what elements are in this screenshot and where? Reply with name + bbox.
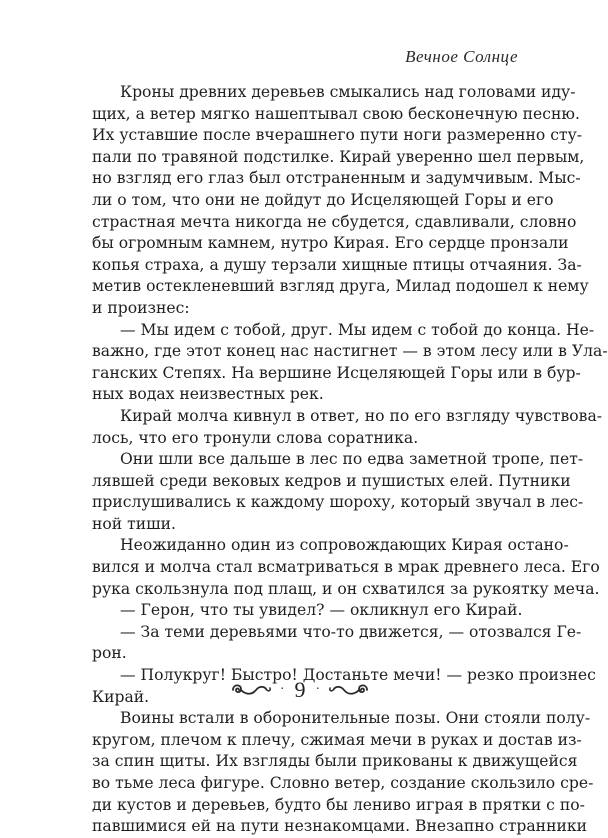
text-line: копья страха, а душу терзали хищные птицы отчаяния. За- [92,255,582,274]
separator-dot: · [315,682,321,697]
text-line: пали по травяной подстилке. Кирай уверенно шел первым, [92,147,585,166]
page-footer [0,675,600,705]
text-line: страстная мечта никогда не сбудется, сдавливали, словно [92,212,577,231]
text-line: ной тиши. [92,514,176,533]
text-line: бы огромным камнем, нутро Кирая. Его сердце пронзали [92,234,569,253]
text-line: лось, что его тронули слова соратника. [92,428,419,447]
text-line: за спин щиты. Их взгляды были прикованы к движущейся [92,752,578,771]
text-line: ли о том, что они не дойдут до Исцеляющей Горы и его [92,190,554,209]
text-line: Кирай молча кивнул в ответ, но по его взгляду чувствова- [120,406,603,425]
text-line: — За теми деревьями что-то движется, — отозвался Ге- [120,622,582,641]
scroll-ornament-right-icon [328,681,370,699]
scroll-ornament-left-icon [230,681,272,699]
text-line: но взгляд его глаз был отстраненным и задумчивым. Мыс- [92,169,581,188]
text-line: щих, а ветер мягко нашептывал свою бесконечную песню. [92,104,580,123]
text-line: вился и молча стал всматриваться в мрак древнего леса. Его [92,558,600,577]
text-line: и произнес: [92,298,190,317]
text-line: во тьме леса фигуре. Словно ветер, создание скользило сре- [92,774,594,792]
text-line: — Полукруг! Быстро! Достаньте мечи! — резко произнес [120,666,596,685]
text-line: рон. [92,644,127,663]
separator-dot: · [279,682,285,697]
text-line: ных водах неизвестных рек. [92,385,324,404]
text-line: — Мы идем с тобой, друг. Мы идем с тобой до конца. Не- [120,320,595,339]
text-line: Кирай. [92,687,150,706]
text-line: кругом, плечом к плечу, сжимая мечи в руках и достав из- [92,730,582,749]
text-line: прислушивались к каждому шороху, который звучал в лес- [92,493,584,512]
page-number: 9 [294,677,306,702]
text-line: Они шли все дальше в лес по едва заметной тропе, пет- [120,450,584,469]
text-line: павшимися ей на пути незнакомцами. Внезапно странники [92,817,587,836]
body-text [92,82,608,838]
text-line: Воины встали в оборонительные позы. Они стояли полу- [120,709,591,728]
text-line: метив остекленевший взгляд друга, Милад подошел к нему [92,277,589,296]
text-line: Неожиданно один из сопровождающих Кирая остано- [120,536,569,555]
text-line: ганских Степях. На вершине Исцеляющей Горы или в бур- [92,363,581,382]
text-line: ди кустов и деревьев, будто бы лениво играя в прятки с по- [92,795,585,814]
text-line: Кроны древних деревьев смыкались над головами иду- [120,83,576,101]
text-line: Их уставшие после вчерашнего пути ноги размеренно сту- [92,126,583,145]
text-line: лявшей среди вековых кедров и пушистых елей. Путники [92,471,571,490]
running-head: Вечное Солнце [405,47,518,66]
text-line: — Герон, что ты увидел? — окликнул его Кирай. [120,601,523,620]
text-line: рука скользнула под плащ, и он схватился за рукоятку меча. [92,579,600,598]
text-line: важно, где этот конец нас настигнет — в этом лесу или в Ула- [92,342,608,361]
